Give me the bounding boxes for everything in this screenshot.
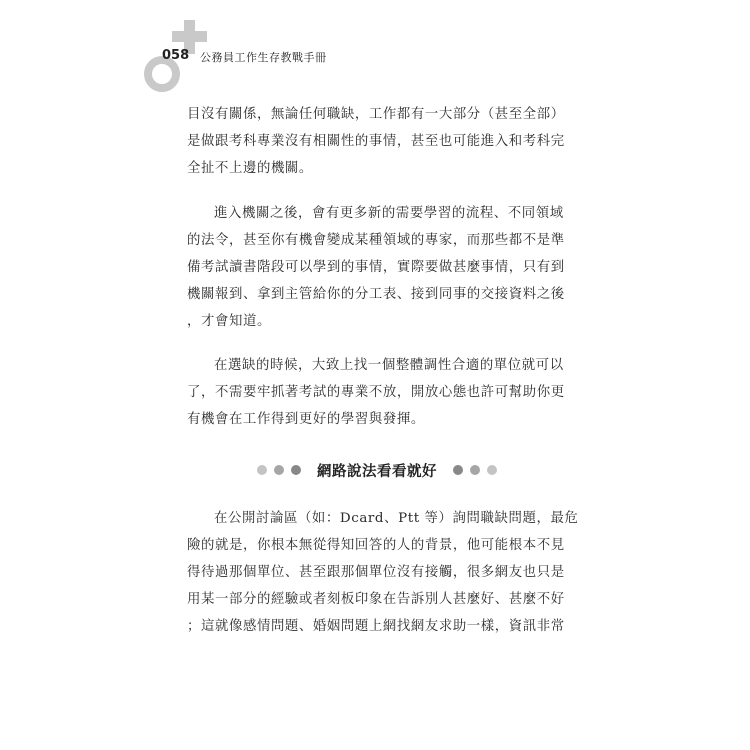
dot-icon	[291, 465, 301, 475]
running-header-title: 公務員工作生存教戰手冊	[200, 51, 327, 64]
section-title: 網路說法看看就好	[317, 463, 437, 480]
text-line: 在公開討論區（如：Dcard、Ptt 等）詢問職缺問題，最危	[214, 511, 579, 526]
text-line: 險的就是，你根本無從得知回答的人的背景，他可能根本不見	[187, 538, 565, 553]
text-line: 進入機關之後，會有更多新的需要學習的流程、不同領域	[214, 206, 564, 221]
paragraph-1	[187, 101, 567, 182]
left-dots	[257, 465, 301, 475]
page-number: 058	[162, 48, 190, 63]
text-line: 得待過那個單位、甚至跟那個單位沒有接觸，很多網友也只是	[187, 565, 565, 580]
dot-icon	[257, 465, 267, 475]
paragraph-3	[187, 352, 567, 433]
dot-icon	[487, 465, 497, 475]
text-line: 目沒有關係，無論任何職缺，工作都有一大部分（甚至全部）	[187, 107, 565, 122]
paragraph-4	[187, 505, 579, 640]
text-line: ；這就像感情問題、婚姻問題上網找網友求助一樣，資訊非常	[187, 619, 565, 634]
text-line: 是做跟考科專業沒有相關性的事情，甚至也可能進入和考科完	[187, 134, 565, 149]
dot-icon	[470, 465, 480, 475]
text-line: 有機會在工作得到更好的學習與發揮。	[187, 412, 425, 427]
text-line: ，才會知道。	[187, 314, 271, 329]
text-line: 全扯不上邊的機關。	[187, 161, 313, 176]
dot-icon	[453, 465, 463, 475]
text-line: 機關報到、拿到主管給你的分工表、接到同事的交接資料之後	[187, 287, 565, 302]
dot-icon	[274, 465, 284, 475]
right-dots	[453, 465, 497, 475]
text-line: 用某一部分的經驗或者刻板印象在告訴別人甚麼好、甚麼不好	[187, 592, 565, 607]
paragraph-2	[187, 200, 567, 335]
section-heading	[187, 456, 567, 484]
text-line: 備考試讀書階段可以學到的事情，實際要做甚麼事情，只有到	[187, 260, 565, 275]
text-line: 的法令，甚至你有機會變成某種領域的專家，而那些都不是準	[187, 233, 565, 248]
text-line: 在選缺的時候，大致上找一個整體調性合適的單位就可以	[214, 358, 564, 373]
text-line: 了，不需要牢抓著考試的專業不放，開放心態也許可幫助你更	[187, 385, 565, 400]
